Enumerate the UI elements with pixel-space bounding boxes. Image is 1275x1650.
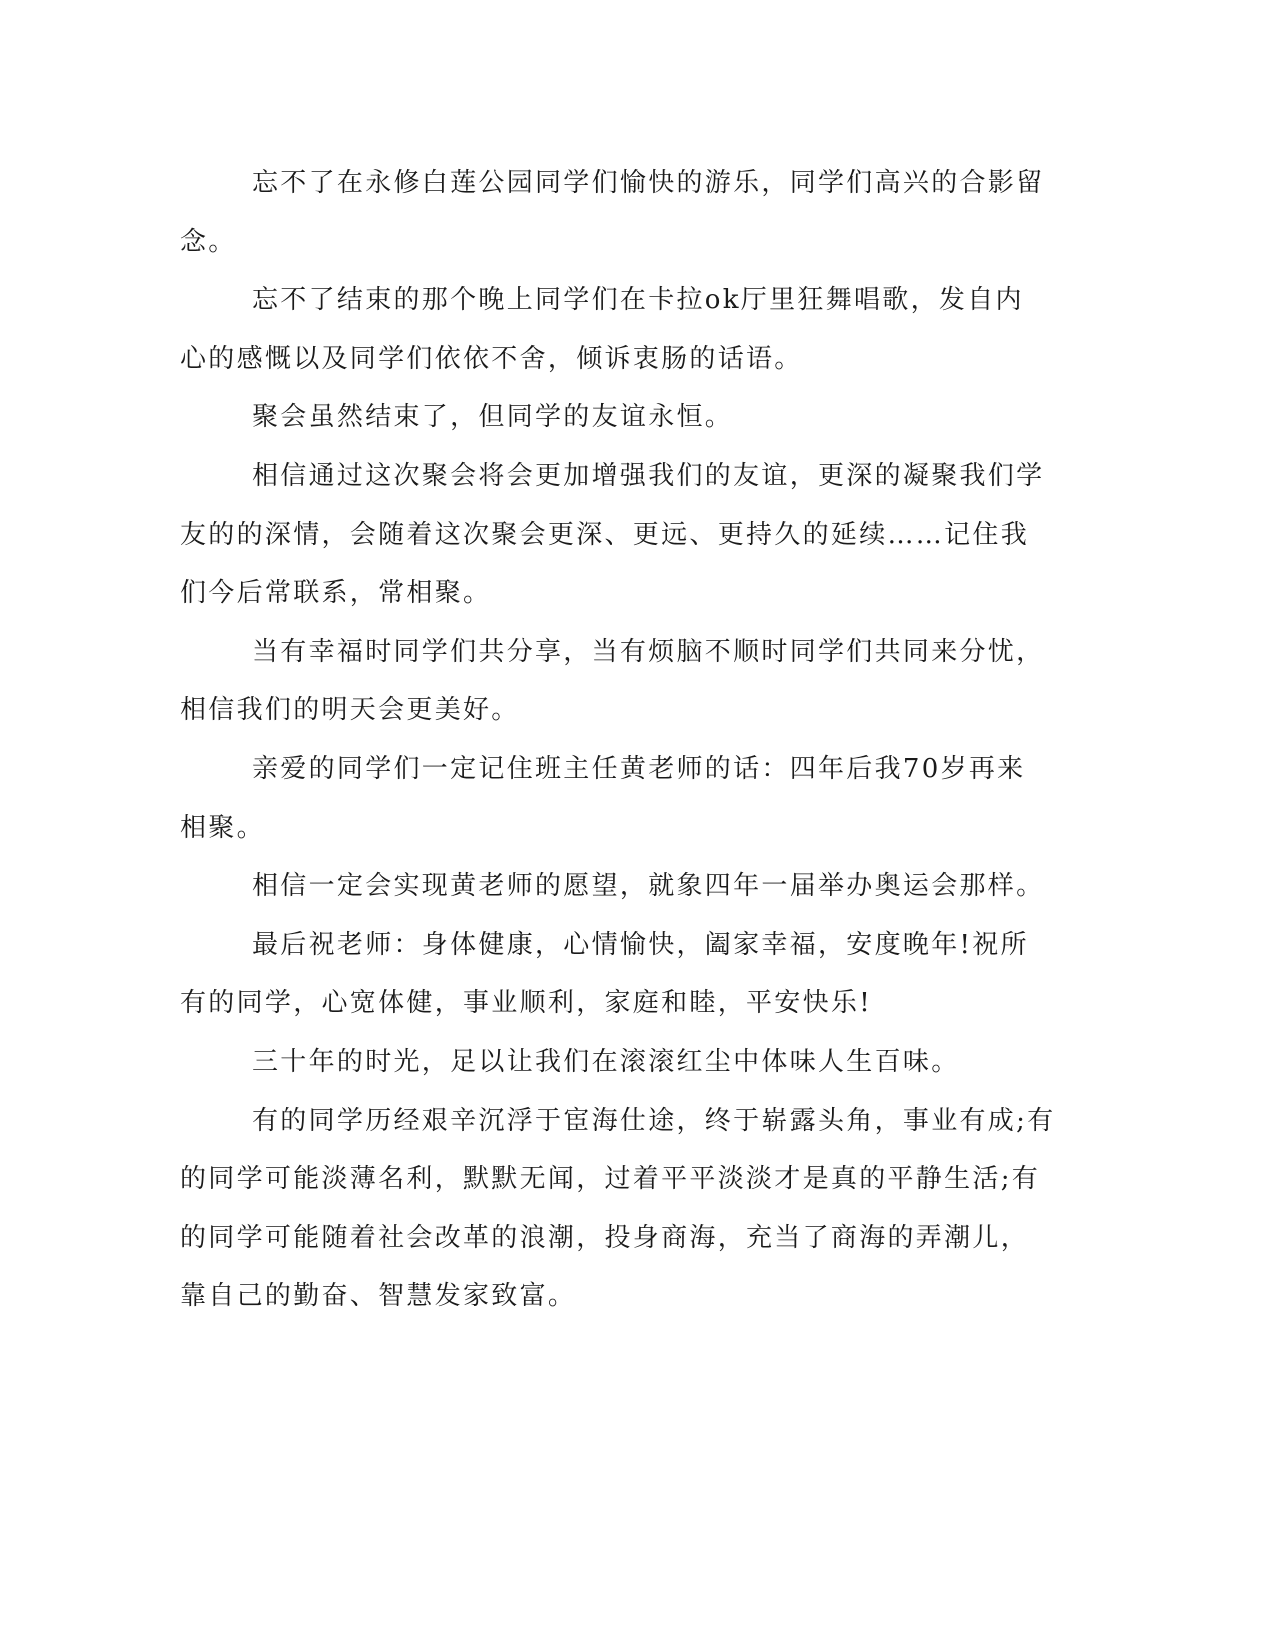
text-line: 相信我们的明天会更美好。 — [180, 695, 520, 726]
text-line: 聚会虽然结束了，但同学的友谊永恒。 — [252, 402, 734, 433]
text-line: 们今后常联系，常相聚。 — [180, 578, 492, 609]
text-line: 的同学可能淡薄名利，默默无闻，过着平平淡淡才是真的平静生活;有 — [180, 1164, 1041, 1195]
text-line: 友的的深情，会随着这次聚会更深、更远、更持久的延续……记住我 — [180, 519, 1030, 550]
text-line: 心的感慨以及同学们依依不舍，倾诉衷肠的话语。 — [180, 343, 803, 374]
text-line: 念。 — [180, 226, 237, 257]
text-line: 有的同学，心宽体健，事业顺利，家庭和睦，平安快乐! — [180, 988, 872, 1019]
text-line: 三十年的时光，足以让我们在滚滚红尘中体味人生百味。 — [252, 1046, 960, 1077]
document-body — [180, 154, 1056, 1326]
text-line: 最后祝老师：身体健康，心情愉快，阖家幸福，安度晚年!祝所 — [252, 929, 1029, 960]
text-line: 当有幸福时同学们共分享，当有烦脑不顺时同学们共同来分忧， — [252, 636, 1045, 667]
text-line: 的同学可能随着社会改革的浪潮，投身商海，充当了商海的弄潮儿， — [180, 1222, 1030, 1253]
text-line: 相信一定会实现黄老师的愿望，就象四年一届举办奥运会那样。 — [252, 871, 1045, 902]
text-line: 忘不了在永修白莲公园同学们愉快的游乐，同学们高兴的合影留 — [252, 168, 1045, 198]
text-line: 相信通过这次聚会将会更加增强我们的友谊，更深的凝聚我们学 — [252, 460, 1045, 491]
text-line: 亲爱的同学们一定记住班主任黄老师的话：四年后我70岁再来 — [252, 753, 1026, 784]
text-line: 相聚。 — [180, 812, 265, 843]
text-line: 忘不了结束的那个晚上同学们在卡拉ok厅里狂舞唱歌，发自内 — [252, 285, 1024, 316]
text-line: 靠自己的勤奋、智慧发家致富。 — [180, 1281, 577, 1312]
text-line: 有的同学历经艰辛沉浮于宦海仕途，终于崭露头角，事业有成;有 — [252, 1105, 1056, 1136]
